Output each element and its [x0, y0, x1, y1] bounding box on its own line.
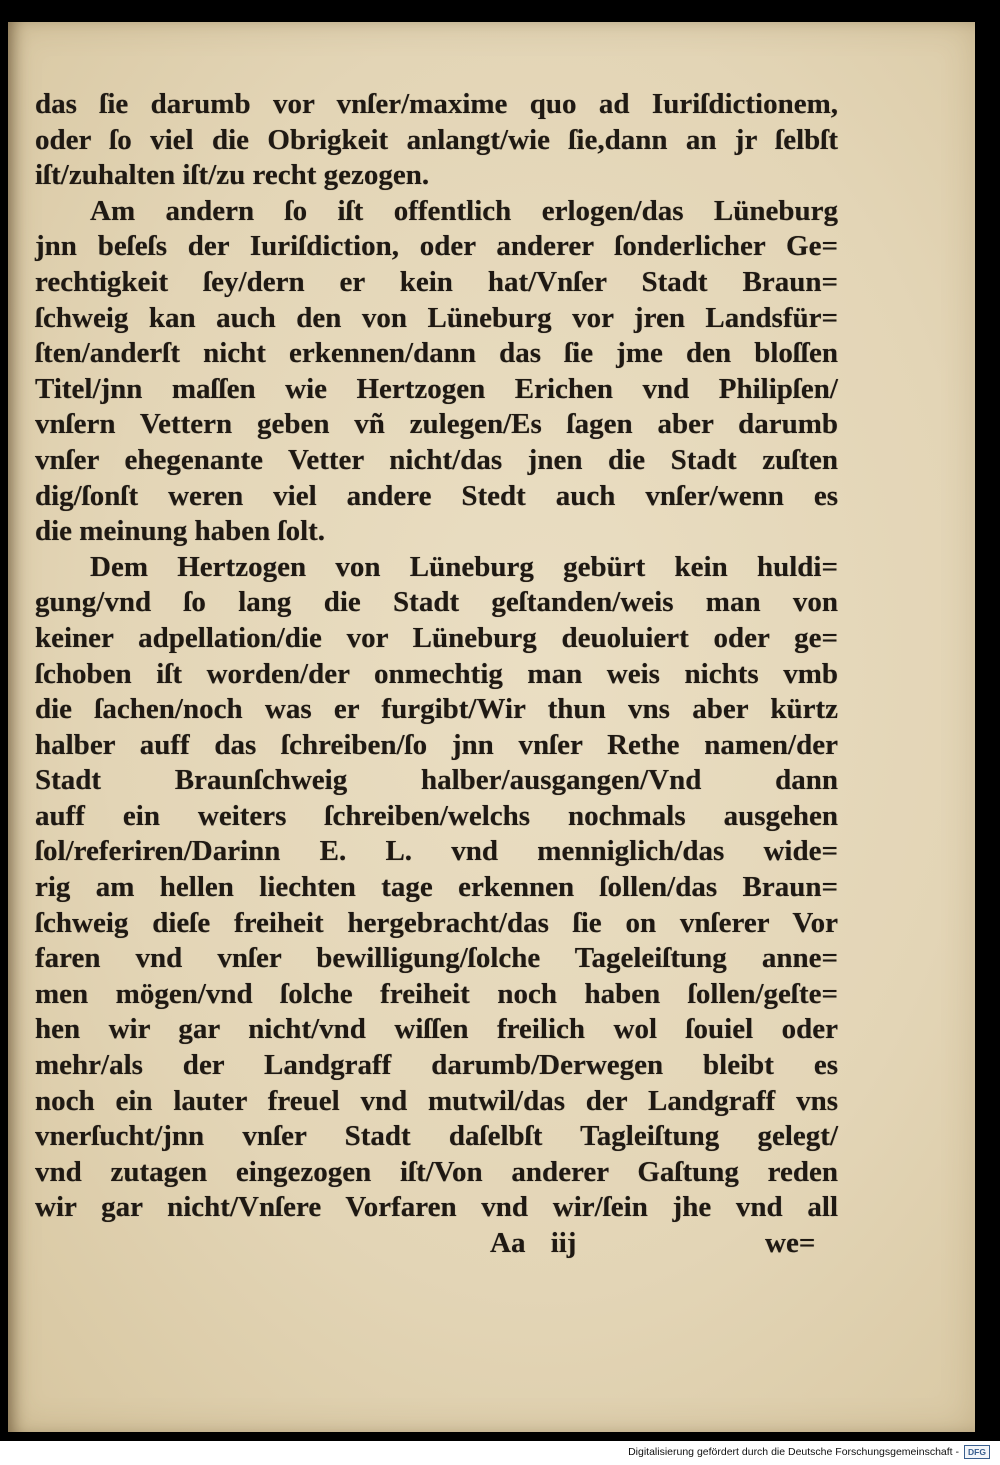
text-line: das ſie darumb vor vnſer/maxime quo ad Iuriſdictionem, [35, 88, 838, 120]
paragraph-1 [35, 87, 838, 194]
text-line: Am andern ſo iſt offentlich erlogen/das Lüneburg [90, 194, 838, 227]
text-line: wir gar nicht/Vnſere Vorfaren vnd wir/ſein jhe vnd all [35, 1191, 838, 1224]
text-line: rig am hellen liechten tage erkennen ſollen/das Braun= [35, 871, 838, 904]
text-line: vnſer ehegenante Vetter nicht/das jnen die Stadt zuſten [35, 443, 838, 476]
text-line: Dem Hertzogen von Lüneburg gebürt kein huldi= [90, 550, 838, 583]
signature-mark: Aa iij [490, 1227, 577, 1259]
text-line: halber auff das ſchreiben/ſo jnn vnſer Rethe namen/der [35, 728, 838, 761]
paragraph-2 [35, 194, 838, 550]
funding-credit: Digitalisierung gefördert durch die Deutsche Forschungsgemeinschaft - [628, 1446, 959, 1458]
text-line: faren vnd vnſer bewilligung/ſolche Tageleiſtung anne= [35, 942, 838, 975]
text-body [35, 87, 838, 1262]
text-line: keiner adpellation/die vor Lüneburg deuoluiert oder ge= [35, 621, 838, 654]
text-line: vnſern Vettern geben vñ zulegen/Es ſagen aber darumb [35, 408, 838, 441]
text-line: ſten/anderſt nicht erkennen/dann das ſie jme den bloſſen [35, 337, 838, 370]
text-line: ſchoben iſt worden/der onmechtig man weis nichts vmb [35, 657, 838, 690]
text-line: ſol/referiren/Darinn E. L. vnd menniglich/das wide= [35, 835, 838, 868]
text-line: hen wir gar nicht/vnd wiſſen freilich wol ſouiel oder [35, 1013, 838, 1046]
paragraph-3 [35, 550, 838, 1226]
document-page [8, 22, 975, 1432]
text-line: mehr/als der Landgraff darumb/Derwegen bleibt es [35, 1049, 838, 1082]
text-line: vnd zutagen eingezogen iſt/Von anderer Gaſtung reden [35, 1155, 838, 1188]
text-line: ſchweig kan auch den von Lüneburg vor jren Landsfür= [35, 301, 838, 334]
text-line: auff ein weiters ſchreiben/welchs nochmals ausgehen [35, 799, 838, 832]
text-line: Stadt Braunſchweig halber/ausgangen/Vnd dann [35, 764, 838, 797]
digitization-footer [0, 1441, 1000, 1465]
text-line: jnn beſeſs der Iuriſdiction, oder anderer ſonderlicher Ge= [35, 230, 838, 263]
text-line: gung/vnd ſo lang die Stadt geſtanden/weis man von [35, 586, 838, 619]
text-line: die meinung haben ſolt. [35, 515, 326, 548]
text-line: vnerſucht/jnn vnſer Stadt daſelbſt Tagleiſtung gelegt/ [35, 1120, 838, 1153]
text-line: dig/ſonſt weren viel andere Stedt auch vnſer/wenn es [35, 479, 838, 512]
page-foot-line [35, 1226, 838, 1262]
text-line: oder ſo viel die Obrigkeit anlangt/wie ſie,dann an jr ſelbſt [35, 123, 838, 156]
text-line: rechtigkeit ſey/dern er kein hat/Vnſer Stadt Braun= [35, 265, 838, 298]
dfg-logo: DFG [964, 1445, 990, 1459]
text-line: men mögen/vnd ſolche freiheit noch haben ſollen/geſte= [35, 977, 838, 1010]
text-line: iſt/zuhalten iſt/zu recht gezogen. [35, 159, 430, 192]
text-line: ſchweig dieſe freiheit hergebracht/das ſie on vnſerer Vor [35, 906, 838, 939]
catchword: we= [765, 1227, 816, 1259]
text-line: Titel/jnn maſſen wie Hertzogen Erichen vnd Philipſen/ [35, 372, 838, 405]
text-line: noch ein lauter freuel vnd mutwil/das der Landgraff vns [35, 1084, 838, 1117]
text-line: die ſachen/noch was er furgibt/Wir thun vns aber kürtz [35, 693, 838, 726]
